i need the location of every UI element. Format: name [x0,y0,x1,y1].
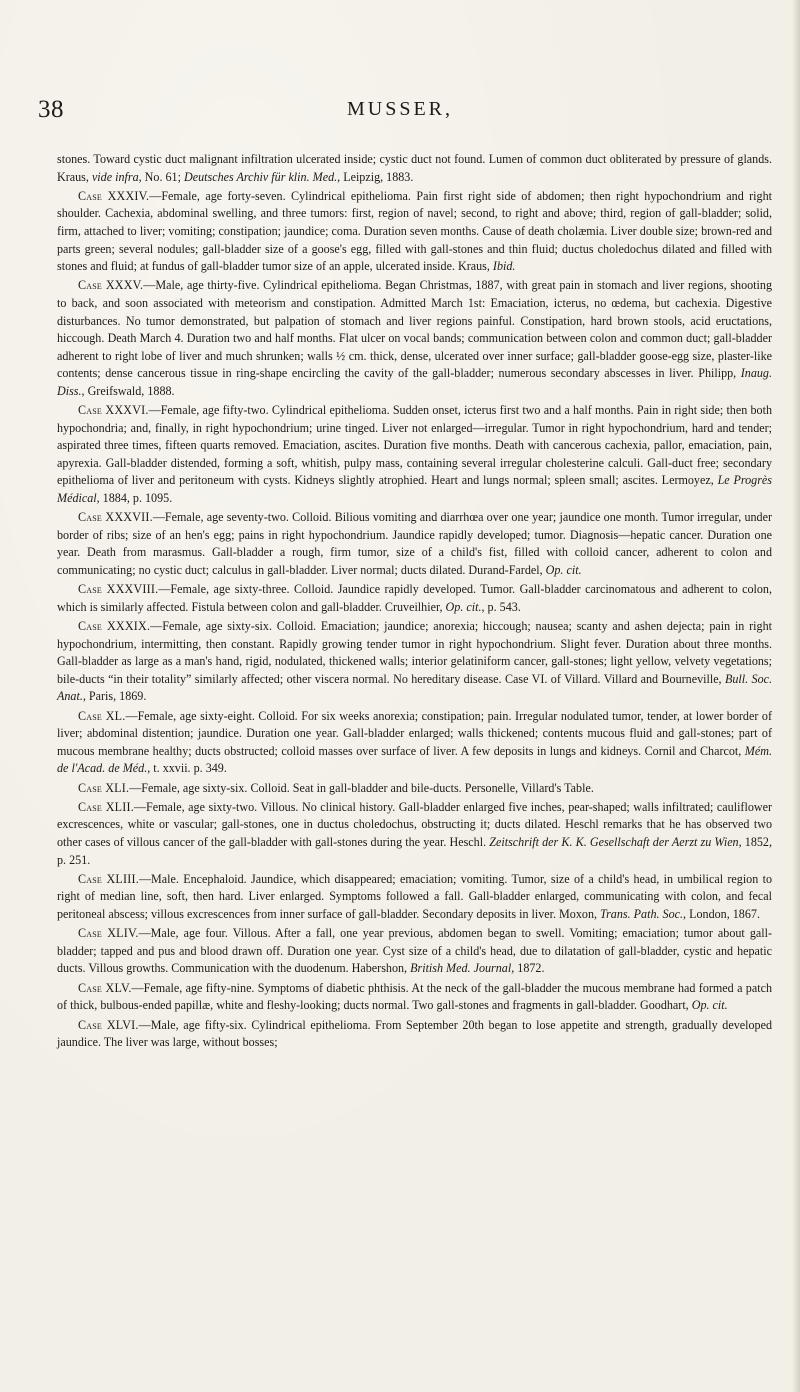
case-text: —Female, age seventy-two. Colloid. Bilious vomiting and diarrhœa over one year; jaundice one month. Tumor irregular, under border of ribs; size of an hen's egg; pains in right hypochondrium. Jaundice rapidly developed; tumor. Diagnosis—hepatic cancer. Duration one year. Death from marasmus. Gall-bladder a rough, firm tumor, size of a child's fist, filled with colloid cancer, adherent to colon and communicating; no cystic duct; calculus in gall-bladder. Liver normal; ducts dilated. Durand-Fardel, [57,510,772,577]
citation-italic: Trans. Path. Soc. [600,906,684,921]
case-text: —Male, age four. Villous. After a fall, one year previous, abdomen began to swell. Vomiting; emaciation; tumor about gall-bladder; tapped and pus and blood drawn off. Duration one year. Cyst size of a child's head, due to dilatation of gall-bladder, cystic and hepatic ducts. Villous growths. Communication with the duodenum. Habershon, [57,926,772,976]
case-label: Case XLVI. [78,1017,139,1032]
running-head: MUSSER, [346,98,454,120]
case-paragraph [57,780,772,798]
page-number: 38 [38,96,64,123]
case-text: , Paris, 1869. [82,689,147,704]
case-label: Case XLV. [78,980,132,995]
case-text: —Female, age fifty-two. Cylindrical epithelioma. Sudden onset, icterus first two and a half months. Pain in right side; then both hypochondria; and, finally, in right hypochondrium; urine tinged. Liver not enlarged—irregular. Tumor in right hypochondrium, hard and tender; aspirated three times, fifteen quarts removed. Emaciation, ascites. Duration five months. Death with cancerous cachexia, pallor, emaciation, pain, apyrexia. Gall-bladder distended, forming a soft, whitish, pulpy mass, containing several irregular cholesterine calculi. Gall-duct free; secondary epithelioma of liver and peritoneum with cysts. Kidneys slightly atrophied. Heart and lungs normal; spleen small; ascites. Lermoyez, [57,403,772,488]
case-label: Case XLII. [78,799,134,814]
citation-italic: Op. cit. [545,562,582,577]
case-label: Case XXXVIII. [78,582,159,597]
citation-italic: Ibid. [492,259,516,274]
case-paragraph [57,871,772,924]
case-label: Case XXXV. [78,278,144,293]
case-label: Case XL. [78,708,126,723]
case-reports-text [57,151,772,1052]
case-text: —Female, age sixty-eight. Colloid. For six weeks anorexia; constipation; pain. Irregular nodulated tumor, tender, at lower border of liver; abdominal distention; jaundice. Duration one year. Gall-bladder enlarged; walls thickened; contents mucous fluid and gall-stones; part of mucous membrane healthy; ducts obstructed; colloid masses over surface of liver. A few deposits in lungs and kidneys. Cornil and Charcot, [57,708,772,758]
case-text: —Female, age forty-seven. Cylindrical epithelioma. Pain first right side of abdomen; then right hypochondrium and right shoulder. Cachexia, abdominal swelling, and three tumors: first, region of navel; second, to right and above; third, region of gall-bladder; solid, firm, attached to liver; vomiting; constipation; jaundice; coma. Duration seven months. Cause of death cholæmia. Liver double size; brown-red and parts green; several nodules; gall-bladder size of a goose's egg, filled with gall-stones and thin fluid; ductus choledochus dilated and filled with stones and fluid; at fundus of gall-bladder tumor size of an apple, ulcerated inside. Kraus, [57,188,772,274]
case-label: Case XXXIX. [78,619,151,633]
case-paragraph [57,509,772,579]
citation-italic: Zeitschrift der K. K. Gesellschaft der Aerzt zu Wien [489,834,739,849]
case-text: —Male, age fifty-six. Cylindrical epithelioma. From September 20th began to lose appetite and strength, gradually developed jaundice. The liver was large, without bosses; [57,1017,772,1050]
case-text: , 1852, p. 251. [57,834,772,867]
case-text: —Female, age sixty-three. Colloid. Jaundice rapidly developed. Tumor. Gall-bladder carcinomatous and adherent to colon, which is similarly affected. Fistula between colon and gall-bladder. Cruveilhier, [57,582,773,614]
case-text: —Female, age sixty-two. Villous. No clinical history. Gall-bladder enlarged five inches, pear-shaped; walls infiltrated; cauliflower excrescences, white or vascular; gall-stones, one in ductus choledochus, obstructing it; ducts dilated. Heschl remarks that he has observed two other cases of villous cancer of the gall-bladder with gall-stones during the year. Heschl. [57,799,772,849]
citation-italic: Deutsches Archiv für klin. Med. [183,169,338,184]
case-paragraph [57,799,772,869]
citation-italic: British Med. Journal [410,961,512,976]
case-paragraph [57,188,772,276]
case-label: Case XXXVI. [78,403,149,418]
case-label: Case XXXIV. [78,188,150,203]
case-paragraph [57,1017,772,1052]
case-text: , Greifswald, 1888. [81,383,175,398]
citation-italic: Bull. Soc. Anat. [57,671,773,704]
citation-italic: vide infra [91,169,139,184]
page-edge-shadow [792,0,800,1392]
case-text: , Leipzig, 1883. [337,169,414,184]
case-text: —Male. Encephaloid. Jaundice, which disappeared; emaciation; vomiting. Tumor, size of a child's head, in umbilical region to right of median line, soft, then hard. Liver enlarged. Symptoms followed a fall. Gall-bladder enlarged, communicating with colon, and fecal peritoneal abscess; villous excrescences from inner surface of gall-bladder. Secondary deposits in liver. Moxon, [57,871,772,921]
page-header [34,96,766,126]
case-text: —Female, age sixty-six. Colloid. Emaciation; jaundice; anorexia; hiccough; nausea; scanty and ashen dejecta; pain in right hypochondrium, intermitting, then constant. Rapidly growing tender tumor in right hypochondrium. Slight fever. Duration about three months. Gall-bladder as large as a man's hand, rigid, nodulated, thickened walls; interior gelatiniform cancer, gall-stones; light yellow, velvety vegetations; bile-ducts “in their totality” similarly affected; other viscera normal. No hereditary disease. Case VI. of Villard. Villard and Bourneville, [57,619,772,686]
case-text: , London, 1867. [683,906,760,921]
case-label: Case XXXVII. [78,510,153,525]
case-text: stones. Toward cystic duct malignant infiltration ulcerated inside; cystic duct not found. Lumen of common duct obliterated by pressure of glands. Kraus, [57,152,772,184]
case-label: Case XLI. [78,780,130,795]
case-text: —Female, age sixty-six. Colloid. Seat in gall-bladder and bile-ducts. Personelle, Villard's Table. [129,780,594,795]
citation-italic: Op. cit. [691,998,728,1013]
case-paragraph [57,980,772,1015]
case-paragraph [57,402,772,507]
case-paragraph [57,581,772,616]
case-text: , 1884, p. 1095. [96,490,173,505]
citation-italic: Op. cit. [445,599,482,614]
case-paragraph [57,708,772,778]
case-paragraph [57,277,772,400]
continued-paragraph [57,151,772,186]
case-label: Case XLIII. [78,871,139,886]
case-text: —Female, age fifty-nine. Symptoms of diabetic phthisis. At the neck of the gall-bladder the mucous membrane had formed a patch of thick, bulbous-ended papillæ, white and fleshy-looking; ducts normal. Two gall-stones and fragments in gall-bladder. Goodhart, [57,980,772,1013]
case-text: —Male, age thirty-five. Cylindrical epithelioma. Began Christmas, 1887, with great pain in stomach and liver regions, shooting to back, and soon associated with meteorism and constipation. Admitted March 1st: Emaciation, icterus, no œdema, but cachexia. Digestive disturbances. No tumor demonstrated, but palpation of stomach and liver regions painful. Constipation, hard brown stools, acid eructations, hiccough. Death March 4. Duration two and half months. Flat ulcer on vocal bands; communication between colon and common duct; gall-bladder adherent to right lobe of liver and much shrunken; walls ½ cm. thick, dense, ulcerated over inner surface; gall-bladder goose-egg size, plaster-like contents; dense cancerous tissue in ring-shape encircling the cavity of the gall-bladder; numerous secondary abscesses in liver. Philipp, [57,278,772,381]
citation-italic: Mém. de l'Acad. de Méd. [57,743,772,776]
case-label: Case XLIV. [78,926,139,941]
citation-italic: Inaug. Diss. [57,366,772,398]
case-paragraph [57,618,772,706]
case-text: , 1872. [511,961,545,976]
case-text: , No. 61; [138,169,184,184]
case-text: , t. xxvii. p. 349. [147,761,227,776]
case-paragraph [57,925,772,978]
citation-italic: Le Progrès Médical [57,473,772,505]
case-text: , p. 543. [481,599,521,614]
